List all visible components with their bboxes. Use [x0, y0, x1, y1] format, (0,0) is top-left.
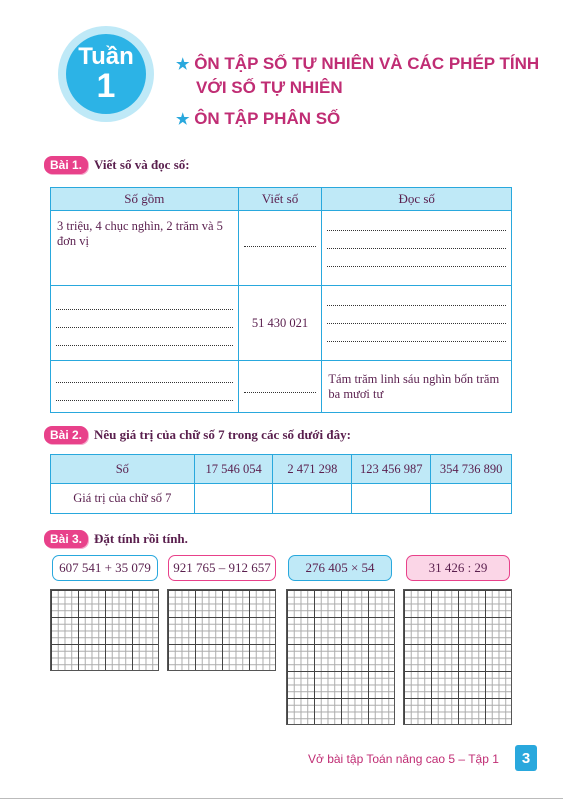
bai2-heading [44, 426, 351, 444]
write-number-blank[interactable] [238, 361, 322, 413]
bai3-instruction: Đặt tính rồi tính. [94, 531, 188, 546]
bai2-table [50, 454, 512, 514]
composition-blank[interactable] [51, 361, 239, 413]
work-grid-1[interactable] [50, 589, 159, 671]
bai1-instruction: Viết số và đọc số: [94, 157, 190, 172]
week-badge [66, 34, 146, 114]
answer-cell[interactable] [273, 484, 352, 514]
number-cell: 123 456 987 [352, 455, 431, 484]
page-number: 3 [515, 745, 537, 771]
topic-1-cont: VỚI SỐ TỰ NHIÊN [196, 78, 343, 97]
row-header: Số [51, 455, 195, 484]
work-grid-3[interactable] [286, 589, 395, 725]
problem-1: 607 541 + 35 079 [52, 555, 158, 581]
star-icon: ★ [176, 56, 190, 73]
bai2-label: Bài 2. [44, 426, 88, 444]
reading-blank[interactable] [322, 286, 512, 361]
work-grid-2[interactable] [167, 589, 276, 671]
book-title: Vở bài tập Toán nâng cao 5 – Tập 1 [308, 752, 499, 766]
value-row [51, 484, 512, 514]
number-cell: 354 736 890 [431, 455, 512, 484]
bai3-heading [44, 530, 188, 548]
answer-cell[interactable] [431, 484, 512, 514]
star-icon: ★ [176, 111, 190, 128]
bottom-divider [0, 798, 563, 799]
number-row [51, 455, 512, 484]
bai2-instruction: Nêu giá trị của chữ số 7 trong các số dưới đây: [94, 427, 351, 442]
write-number-blank[interactable] [238, 211, 322, 286]
problem-3: 276 405 × 54 [288, 555, 392, 581]
problem-4: 31 426 : 29 [406, 555, 510, 581]
composition-cell: 3 triệu, 4 chục nghìn, 2 trăm và 5 đơn vị [51, 211, 239, 286]
number-cell: 2 471 298 [273, 455, 352, 484]
table-row [51, 361, 512, 413]
bai1-heading [44, 156, 190, 174]
bai1-table [50, 187, 512, 413]
week-number: 1 [96, 67, 116, 105]
col-header: Đọc số [322, 188, 512, 211]
number-cell: 51 430 021 [238, 286, 322, 361]
col-header: Số gồm [51, 188, 239, 211]
bai1-label: Bài 1. [44, 156, 88, 174]
problem-2: 921 765 – 912 657 [168, 555, 276, 581]
composition-blank[interactable] [51, 286, 239, 361]
work-grid-4[interactable] [403, 589, 512, 725]
topic-2: ★ ÔN TẬP PHÂN SỐ [176, 109, 341, 128]
table-row [51, 286, 512, 361]
answer-cell[interactable] [352, 484, 431, 514]
answer-cell[interactable] [194, 484, 273, 514]
table-row [51, 211, 512, 286]
bai1-header-row [51, 188, 512, 211]
row-header: Giá trị của chữ số 7 [51, 484, 195, 514]
reading-cell: Tám trăm linh sáu nghìn bốn trăm ba mươi tư [322, 361, 512, 413]
number-cell: 17 546 054 [194, 455, 273, 484]
topic-1: ★ ÔN TẬP SỐ TỰ NHIÊN VÀ CÁC PHÉP TÍNH [176, 54, 540, 73]
col-header: Viết số [238, 188, 322, 211]
reading-blank[interactable] [322, 211, 512, 286]
bai3-label: Bài 3. [44, 530, 88, 548]
week-word: Tuần [78, 43, 134, 70]
